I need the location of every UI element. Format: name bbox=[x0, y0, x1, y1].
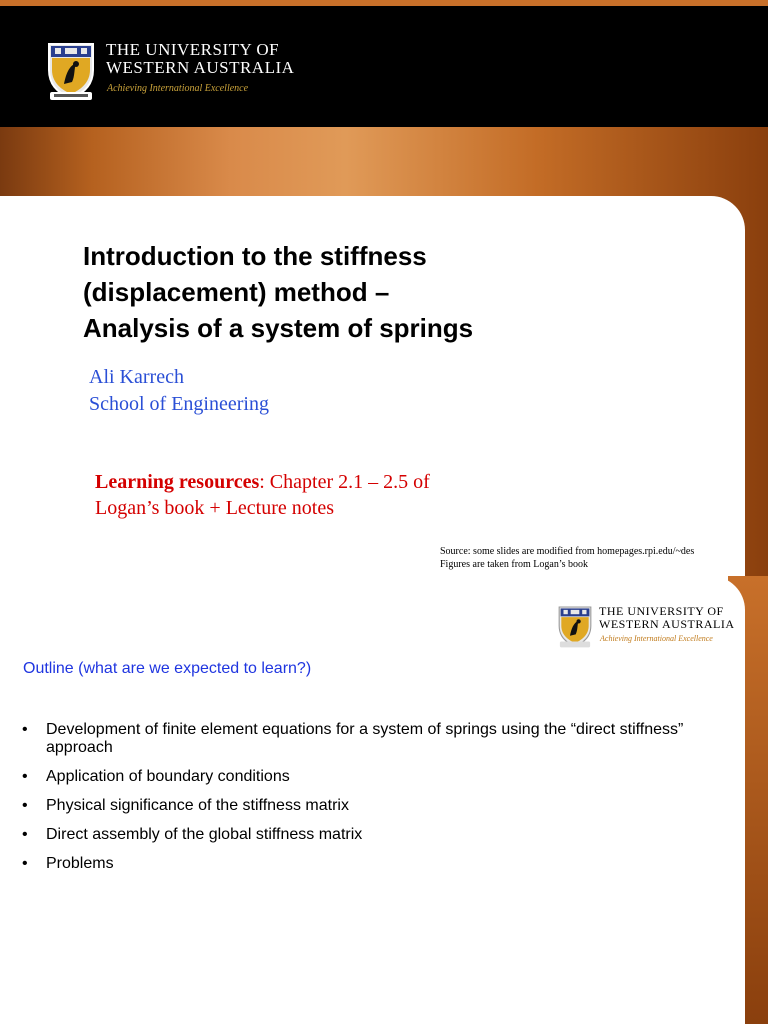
bullet-icon: • bbox=[22, 721, 28, 738]
list-item bbox=[22, 855, 722, 873]
resources-text-2: Logan’s book + Lecture notes bbox=[95, 497, 334, 519]
slide-title bbox=[83, 238, 723, 346]
author-school: School of Engineering bbox=[89, 393, 269, 415]
source-note bbox=[440, 545, 694, 571]
list-item-text: Development of finite element equations for a system of springs using the “direct stiffness” approach bbox=[46, 721, 684, 756]
university-logo-small bbox=[557, 601, 737, 649]
list-item bbox=[22, 826, 722, 844]
list-item-text: Problems bbox=[46, 855, 114, 872]
list-item-text: Direct assembly of the global stiffness matrix bbox=[46, 826, 363, 843]
list-item bbox=[22, 797, 722, 815]
bullet-icon: • bbox=[22, 826, 28, 843]
title-line-2: (displacement) method – bbox=[83, 277, 390, 307]
university-tagline: Achieving International Excellence bbox=[600, 634, 713, 643]
bullet-icon: • bbox=[22, 855, 28, 872]
list-item-text: Application of boundary conditions bbox=[46, 768, 290, 785]
source-line-2: Figures are taken from Logan’s book bbox=[440, 559, 589, 570]
university-name-line1: THE UNIVERSITY OF bbox=[599, 604, 724, 618]
bullet-icon: • bbox=[22, 797, 28, 814]
outline-title: Outline (what are we expected to learn?) bbox=[23, 660, 312, 677]
title-line-1: Introduction to the stiffness bbox=[83, 241, 427, 271]
university-tagline: Achieving International Excellence bbox=[107, 83, 249, 94]
author-name: Ali Karrech bbox=[89, 366, 184, 388]
source-line-1: Source: some slides are modified from homepages.rpi.edu/~des bbox=[440, 546, 695, 557]
list-item bbox=[22, 721, 722, 757]
university-name-line1: THE UNIVERSITY OF bbox=[106, 40, 280, 59]
list-item bbox=[22, 768, 722, 786]
university-crest-icon bbox=[557, 601, 593, 649]
university-crest-icon bbox=[46, 36, 96, 102]
university-logo bbox=[46, 36, 296, 102]
outline-list bbox=[22, 721, 722, 884]
learning-resources bbox=[95, 469, 655, 521]
list-item-text: Physical significance of the stiffness matrix bbox=[46, 797, 349, 814]
author-block bbox=[89, 364, 269, 418]
university-name-line2: WESTERN AUSTRALIA bbox=[106, 58, 295, 77]
title-line-3: Analysis of a system of springs bbox=[83, 313, 474, 343]
bullet-icon: • bbox=[22, 768, 28, 785]
outline-slide bbox=[0, 576, 768, 1024]
resources-label: Learning resources bbox=[95, 471, 260, 493]
university-name-line2: WESTERN AUSTRALIA bbox=[599, 617, 735, 631]
resources-text-1: : Chapter 2.1 – 2.5 of bbox=[259, 471, 430, 493]
